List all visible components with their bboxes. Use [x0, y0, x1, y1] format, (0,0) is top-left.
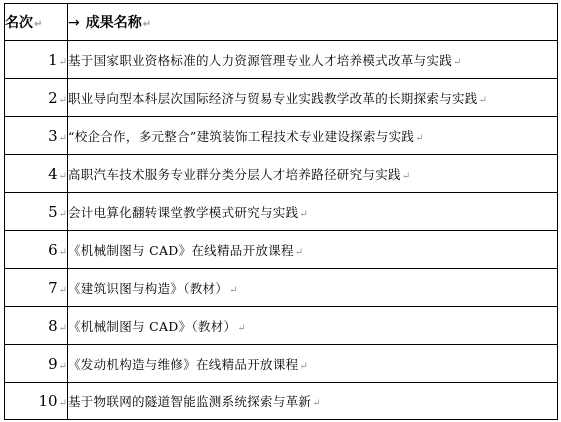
paragraph-mark-icon: ↵: [58, 322, 67, 334]
table-row: [5, 345, 558, 383]
rank-value: 9: [48, 354, 58, 373]
achievement-name: 会计电算化翻转课堂教学模式研究与实践: [68, 204, 299, 220]
rank-cell: [5, 307, 68, 345]
table-row: [5, 307, 558, 345]
table-row: [5, 269, 558, 307]
arrow-icon: →: [68, 15, 80, 31]
table-row: [5, 79, 558, 117]
rank-value: 10: [38, 392, 58, 410]
rank-value: 5: [48, 202, 58, 221]
name-cell: [68, 79, 558, 117]
paragraph-mark-icon: ↵: [58, 132, 67, 144]
table-row: [5, 41, 558, 79]
name-cell: [68, 269, 558, 307]
rank-cell: [5, 79, 68, 117]
name-header-cell: [68, 4, 558, 41]
table-row: [5, 193, 558, 231]
paragraph-mark-icon: ↵: [58, 94, 67, 106]
rank-cell: [5, 269, 68, 307]
rank-value: 3: [48, 126, 58, 145]
paragraph-mark-icon: ↵: [401, 170, 411, 182]
rank-value: 1: [48, 50, 58, 69]
paragraph-mark-icon: ↵: [58, 398, 67, 409]
achievement-name: 职业导向型本科层次国际经济与贸易专业实践教学改革的长期探索与实践: [68, 90, 478, 106]
rank-value: 2: [48, 88, 58, 107]
achievement-name: 《建筑识图与构造》（教材）: [68, 280, 229, 296]
paragraph-mark-icon: ↵: [478, 94, 488, 106]
paragraph-mark-icon: ↵: [58, 360, 67, 372]
paragraph-mark-icon: ↵: [237, 322, 247, 334]
name-header-label: 成果名称: [85, 15, 142, 31]
paragraph-mark-icon: ↵: [299, 360, 309, 372]
rank-cell: [5, 117, 68, 155]
achievement-name: 《机械制图与 CAD》在线精品开放课程: [68, 242, 294, 258]
paragraph-mark-icon: ↵: [58, 56, 67, 68]
paragraph-mark-icon: ↵: [229, 284, 238, 296]
paragraph-mark-icon: ↵: [312, 398, 321, 409]
results-table: [4, 3, 558, 420]
rank-value: 7: [48, 278, 58, 297]
paragraph-mark-icon: ↵: [58, 246, 67, 258]
paragraph-mark-icon: ↵: [294, 246, 304, 258]
rank-cell: [5, 155, 68, 193]
table-row: [5, 383, 558, 420]
paragraph-mark-icon: ↵: [142, 19, 152, 30]
achievement-name: 高职汽车技术服务专业群分类分层人才培养路径研究与实践: [68, 166, 401, 182]
paragraph-mark-icon: ↵: [299, 208, 309, 220]
achievement-name: 《机械制图与 CAD》（教材）: [68, 318, 237, 334]
name-cell: [68, 383, 558, 420]
paragraph-mark-icon: ↵: [415, 132, 424, 144]
name-cell: [68, 231, 558, 269]
rank-value: 6: [48, 240, 58, 259]
rank-cell: [5, 383, 68, 420]
paragraph-mark-icon: ↵: [58, 208, 67, 220]
table-row: [5, 117, 558, 155]
name-cell: [68, 155, 558, 193]
achievement-name: 基于国家职业资格标准的人力资源管理专业人才培养模式改革与实践: [68, 52, 453, 68]
name-cell: [68, 345, 558, 383]
paragraph-mark-icon: ↵: [58, 284, 67, 296]
achievement-name: “校企合作，多元整合”建筑装饰工程技术专业建设探索与实践: [68, 128, 415, 144]
paragraph-mark-icon: ↵: [58, 170, 67, 182]
rank-header-label: 名次: [5, 15, 33, 31]
name-cell: [68, 307, 558, 345]
table-header-row: [5, 4, 558, 41]
table-body: [5, 41, 558, 420]
rank-cell: [5, 231, 68, 269]
rank-cell: [5, 193, 68, 231]
paragraph-mark-icon: ↵: [34, 19, 43, 30]
paragraph-mark-icon: ↵: [453, 56, 462, 68]
rank-value: 4: [48, 164, 58, 183]
name-cell: [68, 41, 558, 79]
name-cell: [68, 117, 558, 155]
rank-cell: [5, 345, 68, 383]
name-cell: [68, 193, 558, 231]
rank-value: 8: [48, 316, 58, 335]
achievement-name: 《发动机构造与维修》在线精品开放课程: [68, 356, 299, 372]
table-row: [5, 155, 558, 193]
rank-cell: [5, 41, 68, 79]
table-row: [5, 231, 558, 269]
achievement-name: 基于物联网的隧道智能监测系统探索与革新: [68, 394, 312, 409]
rank-header-cell: [5, 4, 68, 41]
